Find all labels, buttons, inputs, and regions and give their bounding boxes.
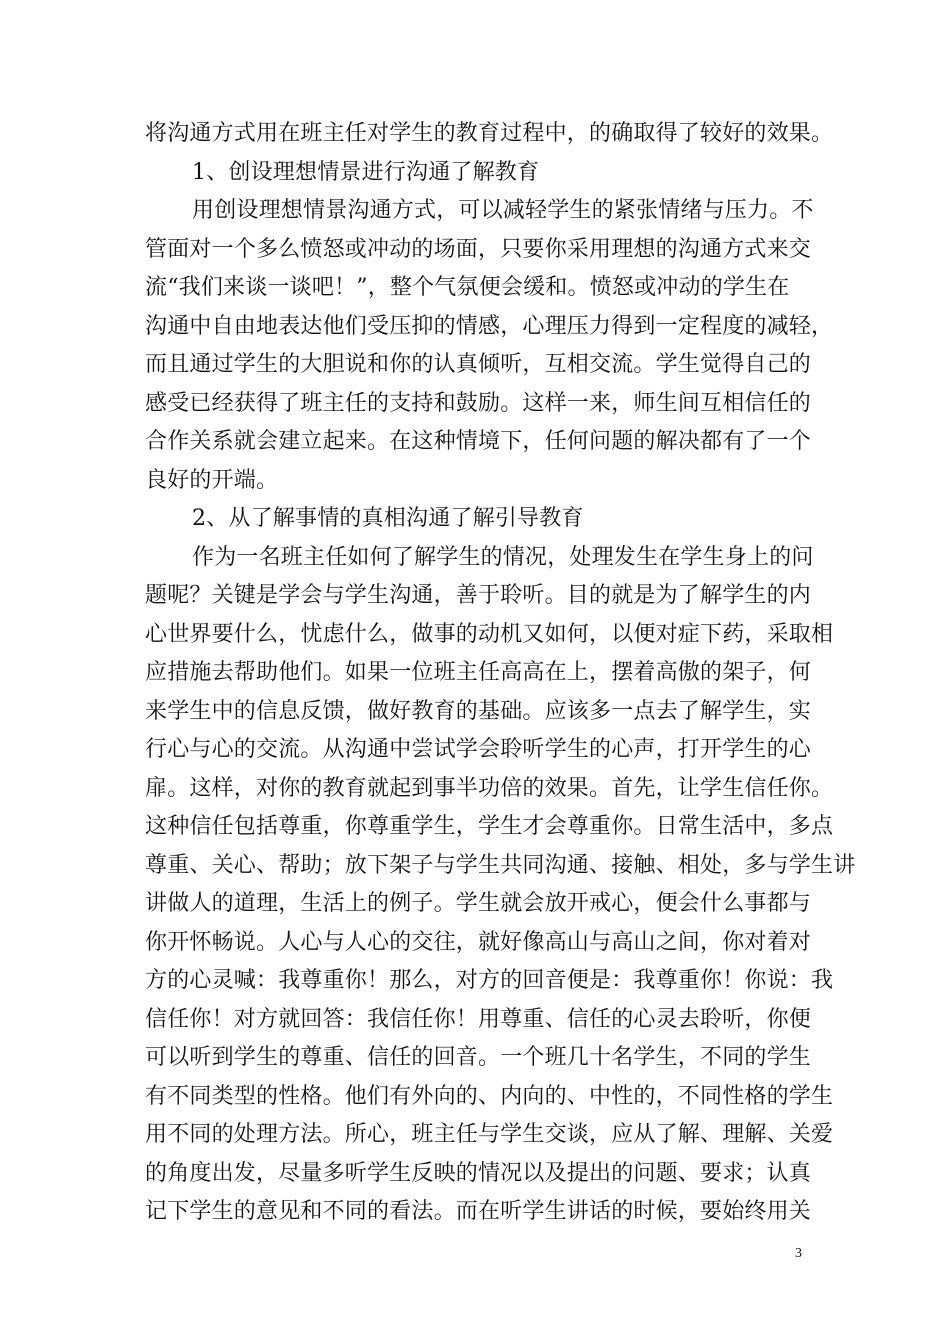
text-line: 方的心灵喊：我尊重你！那么，对方的回音便是：我尊重你！你说：我 xyxy=(145,968,834,993)
page-number: 3 xyxy=(795,1246,802,1261)
text-line: 用创设理想情景沟通方式，可以减轻学生的紧张情绪与压力。不 xyxy=(192,198,814,223)
text-line: 的角度出发，尽量多听学生反映的情况以及提出的问题、要求；认真 xyxy=(145,1160,812,1186)
text-line: 而且通过学生的大胆说和你的认真倾听，互相交流。学生觉得自己的 xyxy=(145,352,812,377)
text-line: 你开怀畅说。人心与人心的交往，就好像高山与高山之间，你对着对 xyxy=(145,929,812,955)
text-line: 将沟通方式用在班主任对学生的教育过程中，的确取得了较好的效果。 xyxy=(145,121,834,146)
text-line: 记下学生的意见和不同的看法。而在听学生讲话的时候，要始终用关 xyxy=(145,1199,812,1224)
text-line: 可以听到学生的尊重、信任的回音。一个班几十名学生，不同的学生 xyxy=(145,1045,812,1070)
section-heading: 1、创设理想情景进行沟通了解教育 xyxy=(192,159,540,185)
text-line: 沟通中自由地表达他们受压抑的情感，心理压力得到一定程度的减轻， xyxy=(145,313,834,339)
text-line: 管面对一个多么愤怒或冲动的场面，只要你采用理想的沟通方式来交 xyxy=(145,236,812,262)
text-line: 扉。这样，对你的教育就起到事半功倍的效果。首先，让学生信任你。 xyxy=(145,775,834,801)
text-line: 题呢？关键是学会与学生沟通，善于聆听。目的就是为了解学生的内 xyxy=(145,583,812,608)
text-line: 感受已经获得了班主任的支持和鼓励。这样一来，师生间互相信任的 xyxy=(145,390,812,416)
section-heading: 2、从了解事情的真相沟通了解引导教育 xyxy=(192,506,584,531)
text-line: 作为一名班主任如何了解学生的情况，处理发生在学生身上的问 xyxy=(192,544,814,570)
text-line: 有不同类型的性格。他们有外向的、内向的、中性的，不同性格的学生 xyxy=(145,1083,834,1109)
text-line: 用不同的处理方法。所心，班主任与学生交谈，应从了解、理解、关爱 xyxy=(145,1122,834,1147)
text-line: 这种信任包括尊重，你尊重学生，学生才会尊重你。日常生活中，多点 xyxy=(145,814,834,839)
text-line: 来学生中的信息反馈，做好教育的基础。应该多一点去了解学生，实 xyxy=(145,698,812,724)
text-line: 讲做人的道理，生活上的例子。学生就会放开戒心，便会什么事都与 xyxy=(145,891,812,916)
text-line: 应措施去帮助他们。如果一位班主任高高在上，摆着高傲的架子，何 xyxy=(145,660,812,685)
text-line: 尊重、关心、帮助；放下架子与学生共同沟通、接触、相处，多与学生讲 xyxy=(145,852,856,878)
text-line: 良好的开端。 xyxy=(145,467,279,493)
text-line: 行心与心的交流。从沟通中尝试学会聆听学生的心声，打开学生的心 xyxy=(145,737,812,762)
text-line: 流“我们来谈一谈吧！”，整个气氛便会缓和。愤怒或冲动的学生在 xyxy=(145,275,790,300)
text-line: 心世界要什么，忧虑什么，做事的动机又如何，以便对症下药，采取相 xyxy=(145,621,834,647)
text-line: 信任你！对方就回答：我信任你！用尊重、信任的心灵去聆听，你便 xyxy=(145,1006,812,1032)
text-line: 合作关系就会建立起来。在这种情境下，任何问题的解决都有了一个 xyxy=(145,429,812,454)
